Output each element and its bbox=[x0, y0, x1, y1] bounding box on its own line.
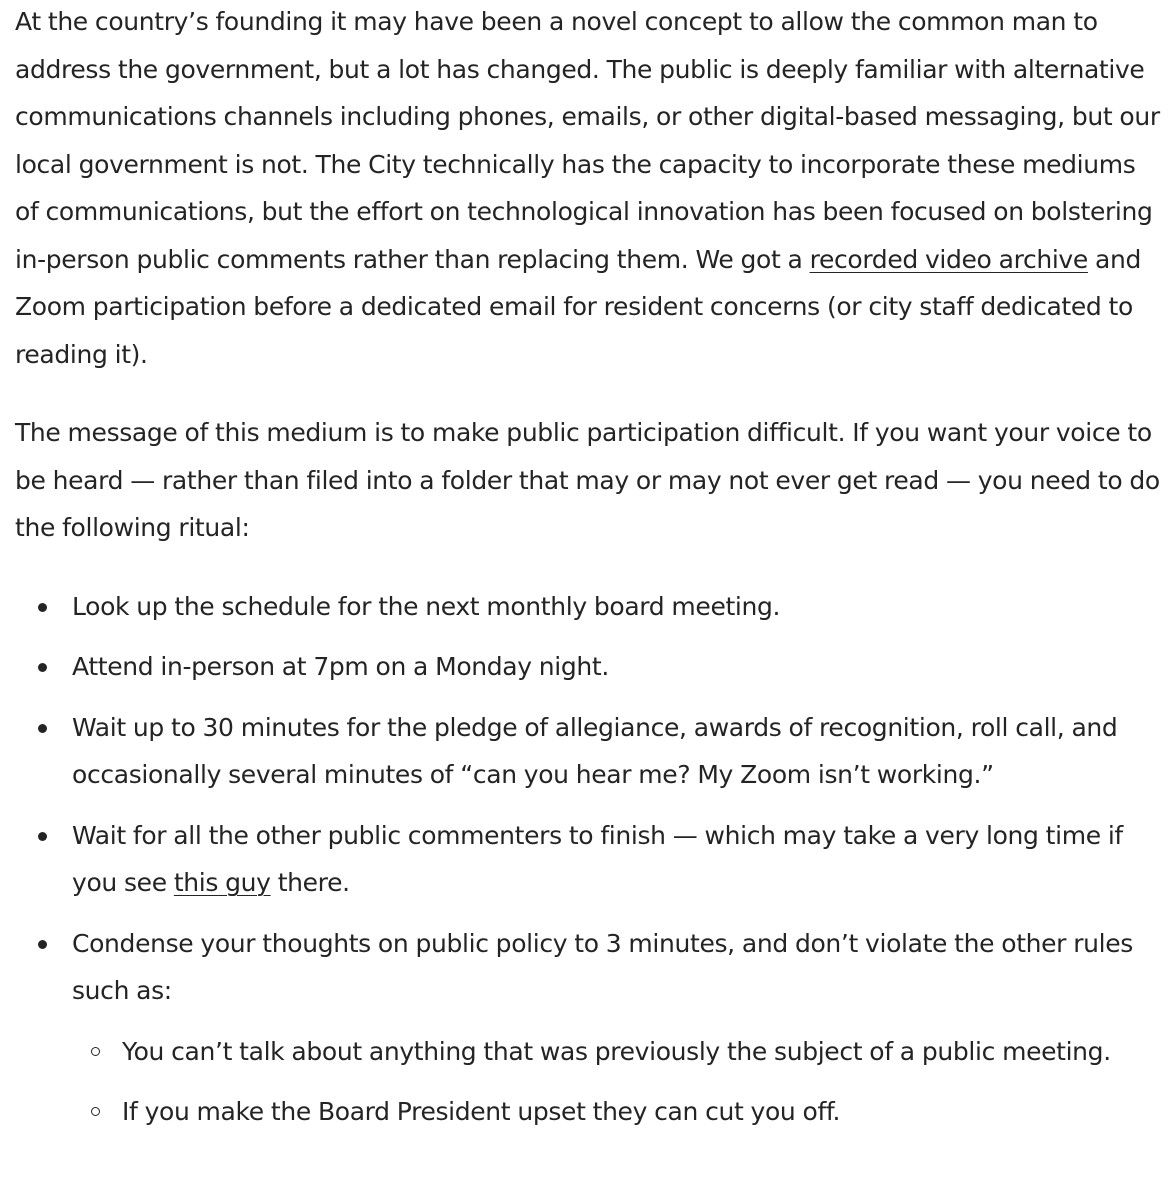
sublist-item-previous-subject: You can’t talk about anything that was previously the subject of a public meeting. bbox=[72, 1028, 1165, 1076]
list-item-wait-commenters-text-start: Wait for all the other public commenters to finish — which may take a very long time if you see bbox=[72, 820, 1123, 897]
recorded-video-archive-link[interactable]: recorded video archive bbox=[809, 244, 1088, 274]
paragraph-message: The message of this medium is to make public participation difficult. If you want your voice to be heard — rather than filed into a folder that may or may not ever get read — you need to do the following ritual: bbox=[15, 418, 1160, 542]
article-body bbox=[15, 0, 1165, 1149]
list-item-schedule: Look up the schedule for the next monthly board meeting. bbox=[15, 583, 1165, 631]
list-item-condense bbox=[15, 920, 1165, 1136]
paragraph-founding bbox=[15, 0, 1165, 378]
paragraph-founding-text-start: At the country’s founding it may have been a novel concept to allow the common man to address the government, but a lot has changed. The public is deeply familiar with alternative communications channels including phones, emails, or other digital-based messaging, but our local government is not. The City technically has the capacity to incorporate these mediums of communications, but the effort on technological innovation has been focused on bolstering in-person public comments rather than replacing them. We got a bbox=[15, 7, 1160, 274]
ritual-list bbox=[15, 583, 1165, 1136]
list-item-wait-commenters-text-end: there. bbox=[270, 868, 350, 897]
list-item-attend: Attend in-person at 7pm on a Monday night. bbox=[15, 643, 1165, 691]
list-item-wait-commenters bbox=[15, 812, 1165, 907]
paragraph-founding-text-end: and Zoom participation before a dedicated email for resident concerns (or city staff dedicated to reading it). bbox=[15, 244, 1142, 369]
rules-sublist bbox=[72, 1028, 1165, 1136]
list-item-wait-pledge: Wait up to 30 minutes for the pledge of allegiance, awards of recognition, roll call, and occasionally several minutes of “can you hear me? My Zoom isn’t working.” bbox=[15, 704, 1165, 799]
this-guy-link[interactable]: this guy bbox=[173, 868, 271, 897]
sublist-item-board-president: If you make the Board President upset they can cut you off. bbox=[72, 1088, 1165, 1136]
list-item-condense-text: Condense your thoughts on public policy to 3 minutes, and don’t violate the other rules such as: bbox=[72, 928, 1133, 1005]
